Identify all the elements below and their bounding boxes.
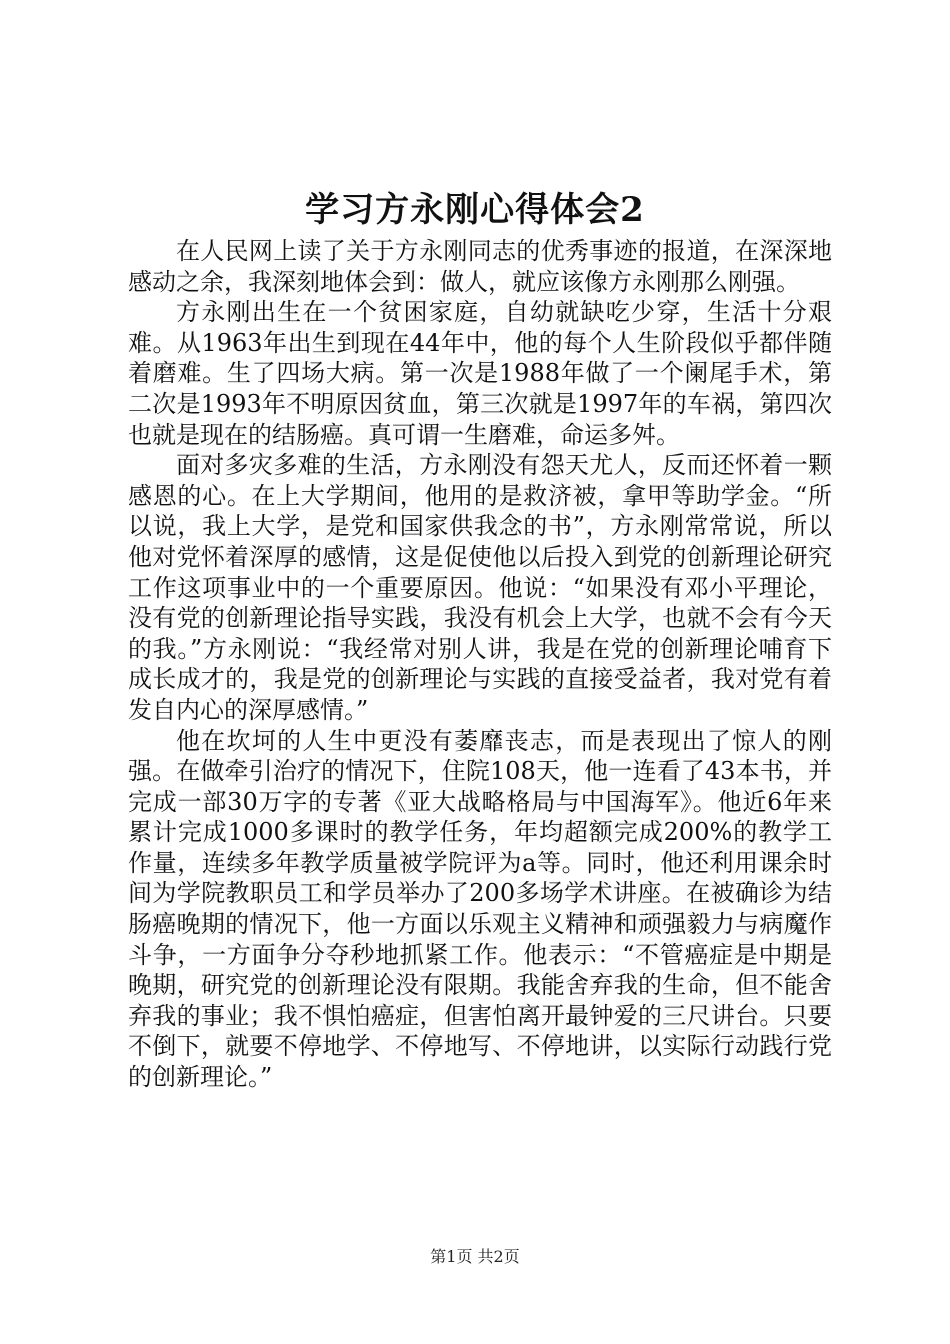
- document-title: 学习方永刚心得体会2: [305, 190, 645, 230]
- paragraph-3: 面对多灾多难的生活，方永刚没有怨天尤人，反而还怀着一颗感恩的心。在上大学期间，他用的是救济被，拿甲等助学金。“所以说，我上大学，是党和国家供我念的书”，方永刚常常说，所以他对党怀着深厚的感情，这是促使他以后投入到党的创新理论研究工作这项事业中的一个重要原因。他说：“如果没有邓小平理论，没有党的创新理论指导实践，我没有机会上大学，也就不会有今天的我。”方永刚说：“我经常对别人讲，我是在党的创新理论哺育下成长成才的，我是党的创新理论与实践的直接受益者，我对党有着发自内心的深厚感情。”: [128, 451, 832, 724]
- page-footer: [0, 1246, 950, 1268]
- document-body: [128, 236, 832, 1093]
- paragraph-1: 在人民网上读了关于方永刚同志的优秀事迹的报道，在深深地感动之余，我深刻地体会到：做人，就应该像方永刚那么刚强。: [128, 237, 832, 296]
- paragraph-4: 他在坎坷的人生中更没有萎靡丧志，而是表现出了惊人的刚强。在做牵引治疗的情况下，住院108天，他一连看了43本书，并完成一部30万字的专著《亚大战略格局与中国海军》。他近6年来累计完成1000多课时的教学任务，年均超额完成200%的教学工作量，连续多年教学质量被学院评为a等。同时，他还利用课余时间为学院教职员工和学员举办了200多场学术讲座。在被确诊为结肠癌晚期的情况下，他一方面以乐观主义精神和顽强毅力与病魔作斗争，一方面争分夺秒地抓紧工作。他表示：“不管癌症是中期是晚期，研究党的创新理论没有限期。我能舍弃我的生命，但不能舍弃我的事业；我不惧怕癌症，但害怕离开最钟爱的三尺讲台。只要不倒下，就要不停地学、不停地写、不停地讲，以实际行动践行党的创新理论。”: [128, 726, 832, 1092]
- page-number-label: 第1页 共2页: [430, 1247, 520, 1266]
- paragraph-2: 方永刚出生在一个贫困家庭，自幼就缺吃少穿，生活十分艰难。从1963年出生到现在44年中，他的每个人生阶段似乎都伴随着磨难。生了四场大病。第一次是1988年做了一个阑尾手术，第二次是1993年不明原因贫血，第三次就是1997年的车祸，第四次也就是现在的结肠癌。真可谓一生磨难，命运多舛。: [128, 298, 832, 449]
